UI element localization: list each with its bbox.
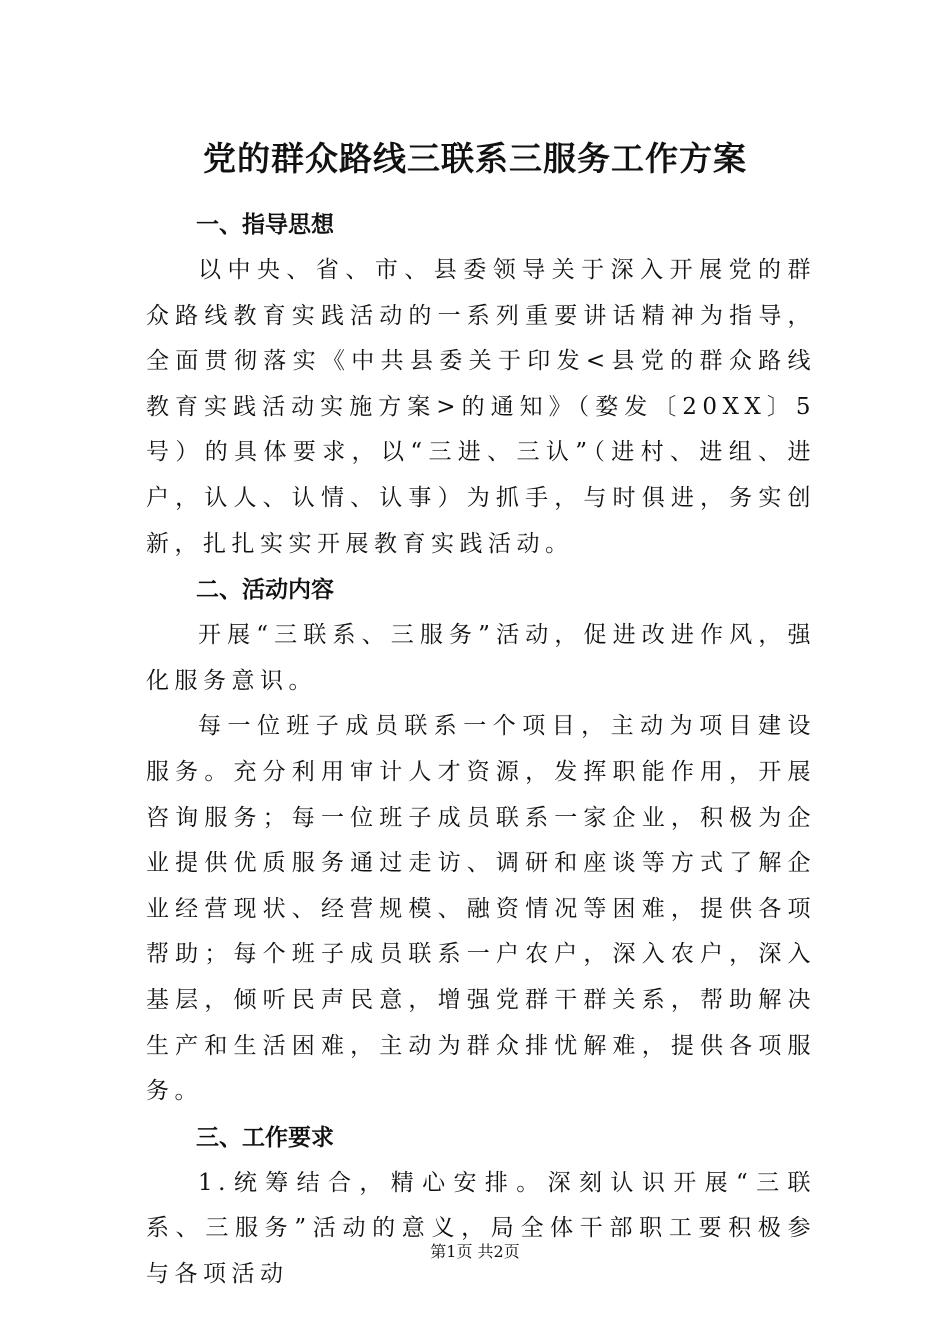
paragraph: 开展“三联系、三服务”活动，促进改进作风，强化服务意识。: [146, 622, 816, 694]
paragraph: 每一位班子成员联系一个项目，主动为项目建设服务。充分利用审计人才资源，发挥职能作用，开展咨询服务；每一位班子成员联系一家企业，积极为企业提供优质服务通过走访、调研和座谈等方式了解企业经营现状、经营规模、融资情况等困难，提供各项帮助；每个班子成员联系一户农户，深入农户，深入基层，倾听民声民意，增强党群干群关系，帮助解决生产和生活困难，主动为群众排忧解难，提供各项服务。: [146, 713, 816, 1105]
page-footer: 第1页 共2页: [430, 1242, 520, 1261]
section-heading-work-requirements: 三、工作要求: [196, 1124, 334, 1151]
document-title: 党的群众路线三联系三服务工作方案: [203, 139, 747, 178]
paragraph: 1.统筹结合，精心安排。深刻认识开展“三联系、三服务”活动的意义，局全体干部职工要积极参与各项活动: [146, 1169, 816, 1287]
paragraph: 以中央、省、市、县委领导关于深入开展党的群众路线教育实践活动的一系列重要讲话精神为指导，全面贯彻落实《中共县委关于印发<县党的群众路线教育实践活动实施方案>的通知》（婺发〔20XX〕5号）的具体要求，以“三进、三认”（进村、进组、进户，认人、认情、认事）为抓手，与时俱进，务实创新，扎扎实实开展教育实践活动。: [146, 257, 816, 557]
document-body: [146, 202, 816, 1297]
section-heading-activity-content: 二、活动内容: [196, 577, 334, 604]
section-heading-guiding-ideology: 一、指导思想: [196, 212, 334, 238]
